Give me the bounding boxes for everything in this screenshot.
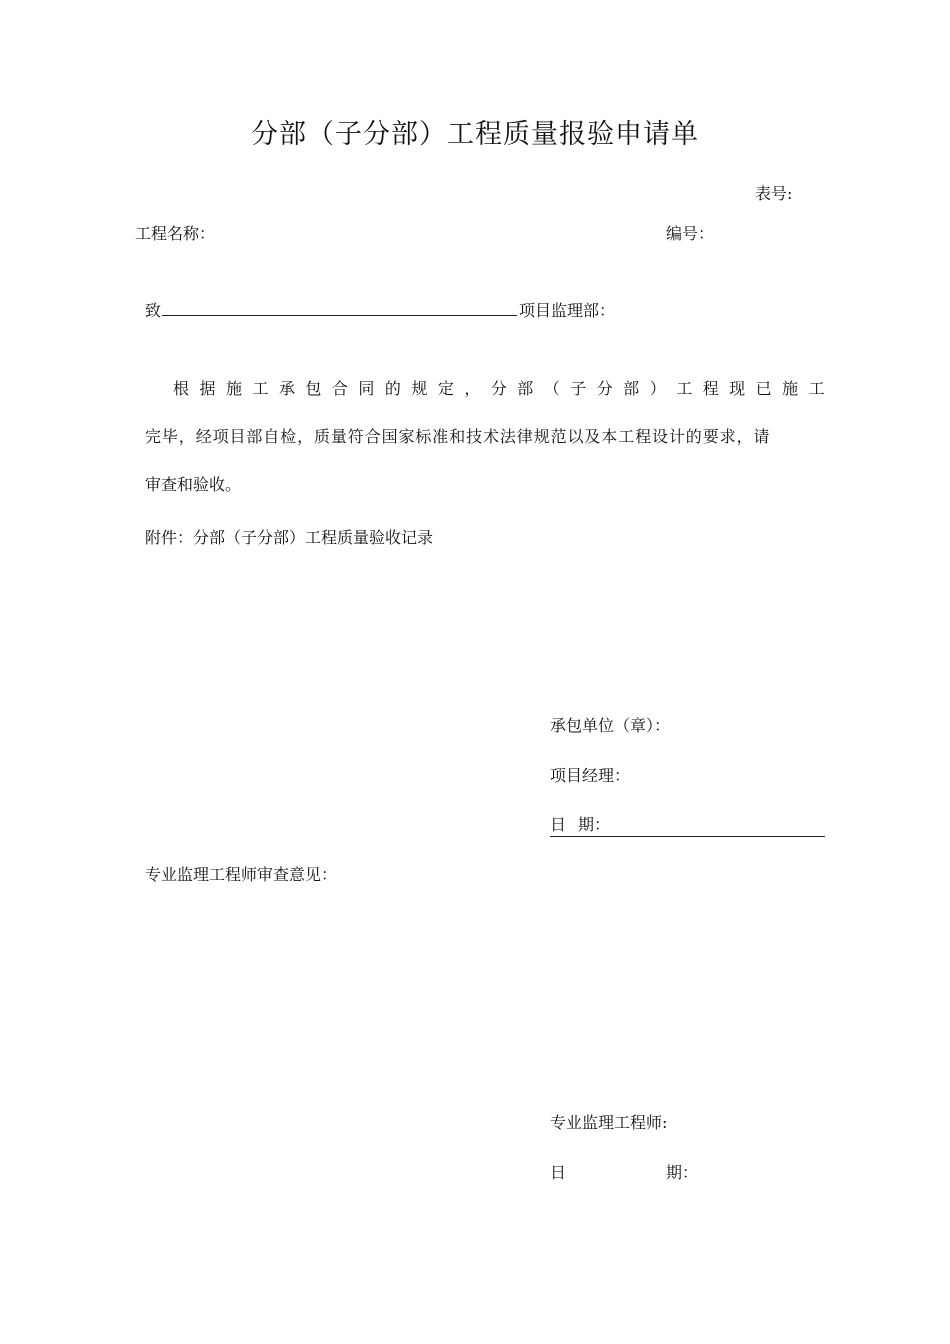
attachment-note: 附件：分部（子分部）工程质量验收记录 <box>145 528 434 547</box>
addressee-prefix: 致 <box>145 301 162 320</box>
body-paragraph-line-1 <box>173 376 825 399</box>
body-char: 据 <box>199 379 216 398</box>
body-char: 工 <box>676 379 693 398</box>
date-label-day: 日 <box>550 815 567 834</box>
form-title: 分部（子分部）工程质量报验申请单 <box>251 119 699 150</box>
body-char: 程 <box>702 379 719 398</box>
body-char: 已 <box>755 379 772 398</box>
contractor-seal-label: 承包单位（章）： <box>550 716 671 735</box>
addressee-blank <box>162 301 517 316</box>
body-char: 分 <box>596 379 613 398</box>
engineer-date-label-period: 期： <box>666 1163 699 1182</box>
body-char: 包 <box>305 379 322 398</box>
body-paragraph-line-2: 完毕，经项目部自检，质量符合国家标准和技术法律规范以及本工程设计的要求，请 <box>145 427 771 446</box>
body-paragraph-line-3: 审查和验收。 <box>145 475 242 494</box>
body-char: 的 <box>384 379 401 398</box>
body-char: （ <box>543 379 560 398</box>
body-char: 工 <box>252 379 269 398</box>
body-char: 合 <box>331 379 348 398</box>
date-label-period: 期： <box>578 815 611 834</box>
engineer-date-label-day: 日 <box>550 1163 567 1182</box>
project-name-label: 工程名称： <box>135 224 216 243</box>
body-char: 同 <box>358 379 375 398</box>
serial-number-label: 编号： <box>666 224 715 243</box>
supervising-engineer-label: 专业监理工程师: <box>550 1113 668 1132</box>
body-char: ， <box>464 379 481 398</box>
body-char: 承 <box>278 379 295 398</box>
supervisor-review-label: 专业监理工程师审查意见： <box>145 865 338 884</box>
addressee-suffix: 项目监理部： <box>519 301 616 320</box>
body-char: 部 <box>517 379 534 398</box>
body-char: 现 <box>729 379 746 398</box>
body-char: 部 <box>623 379 640 398</box>
body-char: ） <box>649 379 666 398</box>
body-char: 施 <box>225 379 242 398</box>
form-number-label: 表号: <box>755 184 793 203</box>
body-char: 施 <box>782 379 799 398</box>
body-char: 分 <box>490 379 507 398</box>
body-char: 规 <box>411 379 428 398</box>
body-char: 子 <box>570 379 587 398</box>
project-manager-label: 项目经理： <box>550 766 631 785</box>
body-char: 定 <box>437 379 454 398</box>
body-char: 根 <box>173 379 190 398</box>
body-char: 工 <box>808 379 825 398</box>
addressee-line <box>145 298 615 321</box>
contractor-date-line <box>550 812 825 837</box>
